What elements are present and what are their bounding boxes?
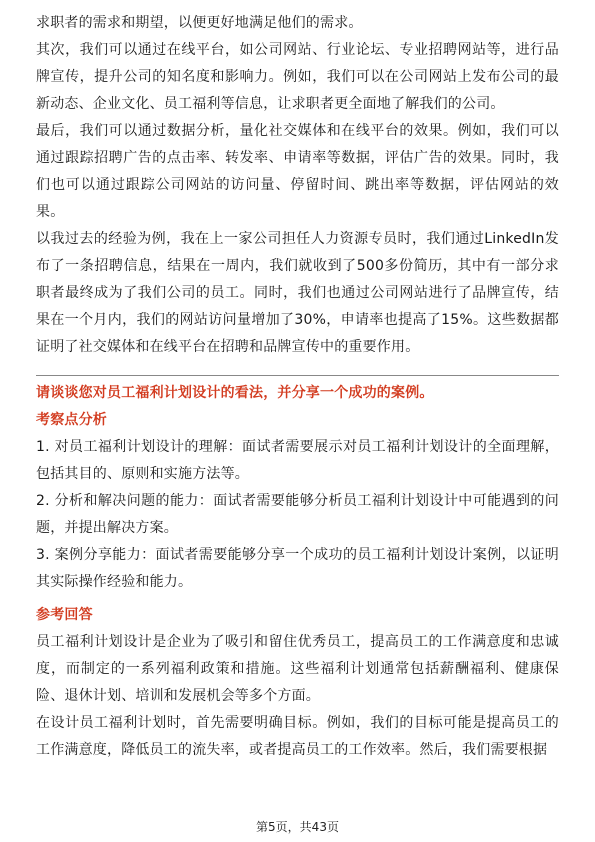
analysis-item: 1. 对员工福利计划设计的理解：面试者需要展示对员工福利计划设计的全面理解，包括其目的、原则和实施方法等。: [36, 439, 559, 482]
body-paragraph: 最后，我们可以通过数据分析，量化社交媒体和在线平台的效果。例如，我们可以通过跟踪招聘广告的点击率、转发率、申请率等数据，评估广告的效果。同时，我们也可以通过跟踪公司网站的访问量、停留时间、跳出率等数据，评估网站的效果。: [36, 123, 559, 220]
section-divider: [36, 375, 559, 376]
body-paragraph: 以我过去的经验为例，我在上一家公司担任人力资源专员时，我们通过LinkedIn发布了一条招聘信息，结果在一周内，我们就收到了500多份简历，其中有一部分求职者最终成为了我们公司的员工。同时，我们也通过公司网站进行了品牌宣传，结果在一个月内，我们的网站访问量增加了30%，申请率也提高了15%。这些数据都证明了社交媒体和在线平台在招聘和品牌宣传中的重要作用。: [36, 231, 559, 355]
analysis-item: 2. 分析和解决问题的能力：面试者需要能够分析员工福利计划设计中可能遇到的问题，并提出解决方案。: [36, 493, 559, 536]
document-page: [36, 0, 559, 764]
analysis-item: 3. 案例分享能力：面试者需要能够分享一个成功的员工福利计划设计案例，以证明其实际操作经验和能力。: [36, 547, 559, 590]
answer-paragraph: 员工福利计划设计是企业为了吸引和留住优秀员工，提高员工的工作满意度和忠诚度，而制定的一系列福利政策和措施。这些福利计划通常包括薪酬福利、健康保险、退休计划、培训和发展机会等多个方面。: [36, 634, 559, 704]
analysis-heading: 考察点分析: [36, 412, 107, 428]
answer-paragraph: 在设计员工福利计划时，首先需要明确目标。例如，我们的目标可能是提高员工的工作满意度，降低员工的流失率，或者提高员工的工作效率。然后，我们需要根据: [36, 715, 559, 758]
page-number: 第5页，共43页: [256, 820, 339, 834]
body-paragraph: 求职者的需求和期望，以便更好地满足他们的需求。: [36, 15, 363, 31]
question-title: 请谈谈您对员工福利计划设计的看法，并分享一个成功的案例。: [36, 385, 434, 401]
body-paragraph: 其次，我们可以通过在线平台，如公司网站、行业论坛、专业招聘网站等，进行品牌宣传，提升公司的知名度和影响力。例如，我们可以在公司网站上发布公司的最新动态、企业文化、员工福利等信息，让求职者更全面地了解我们的公司。: [36, 42, 559, 112]
answer-heading: 参考回答: [36, 607, 93, 623]
